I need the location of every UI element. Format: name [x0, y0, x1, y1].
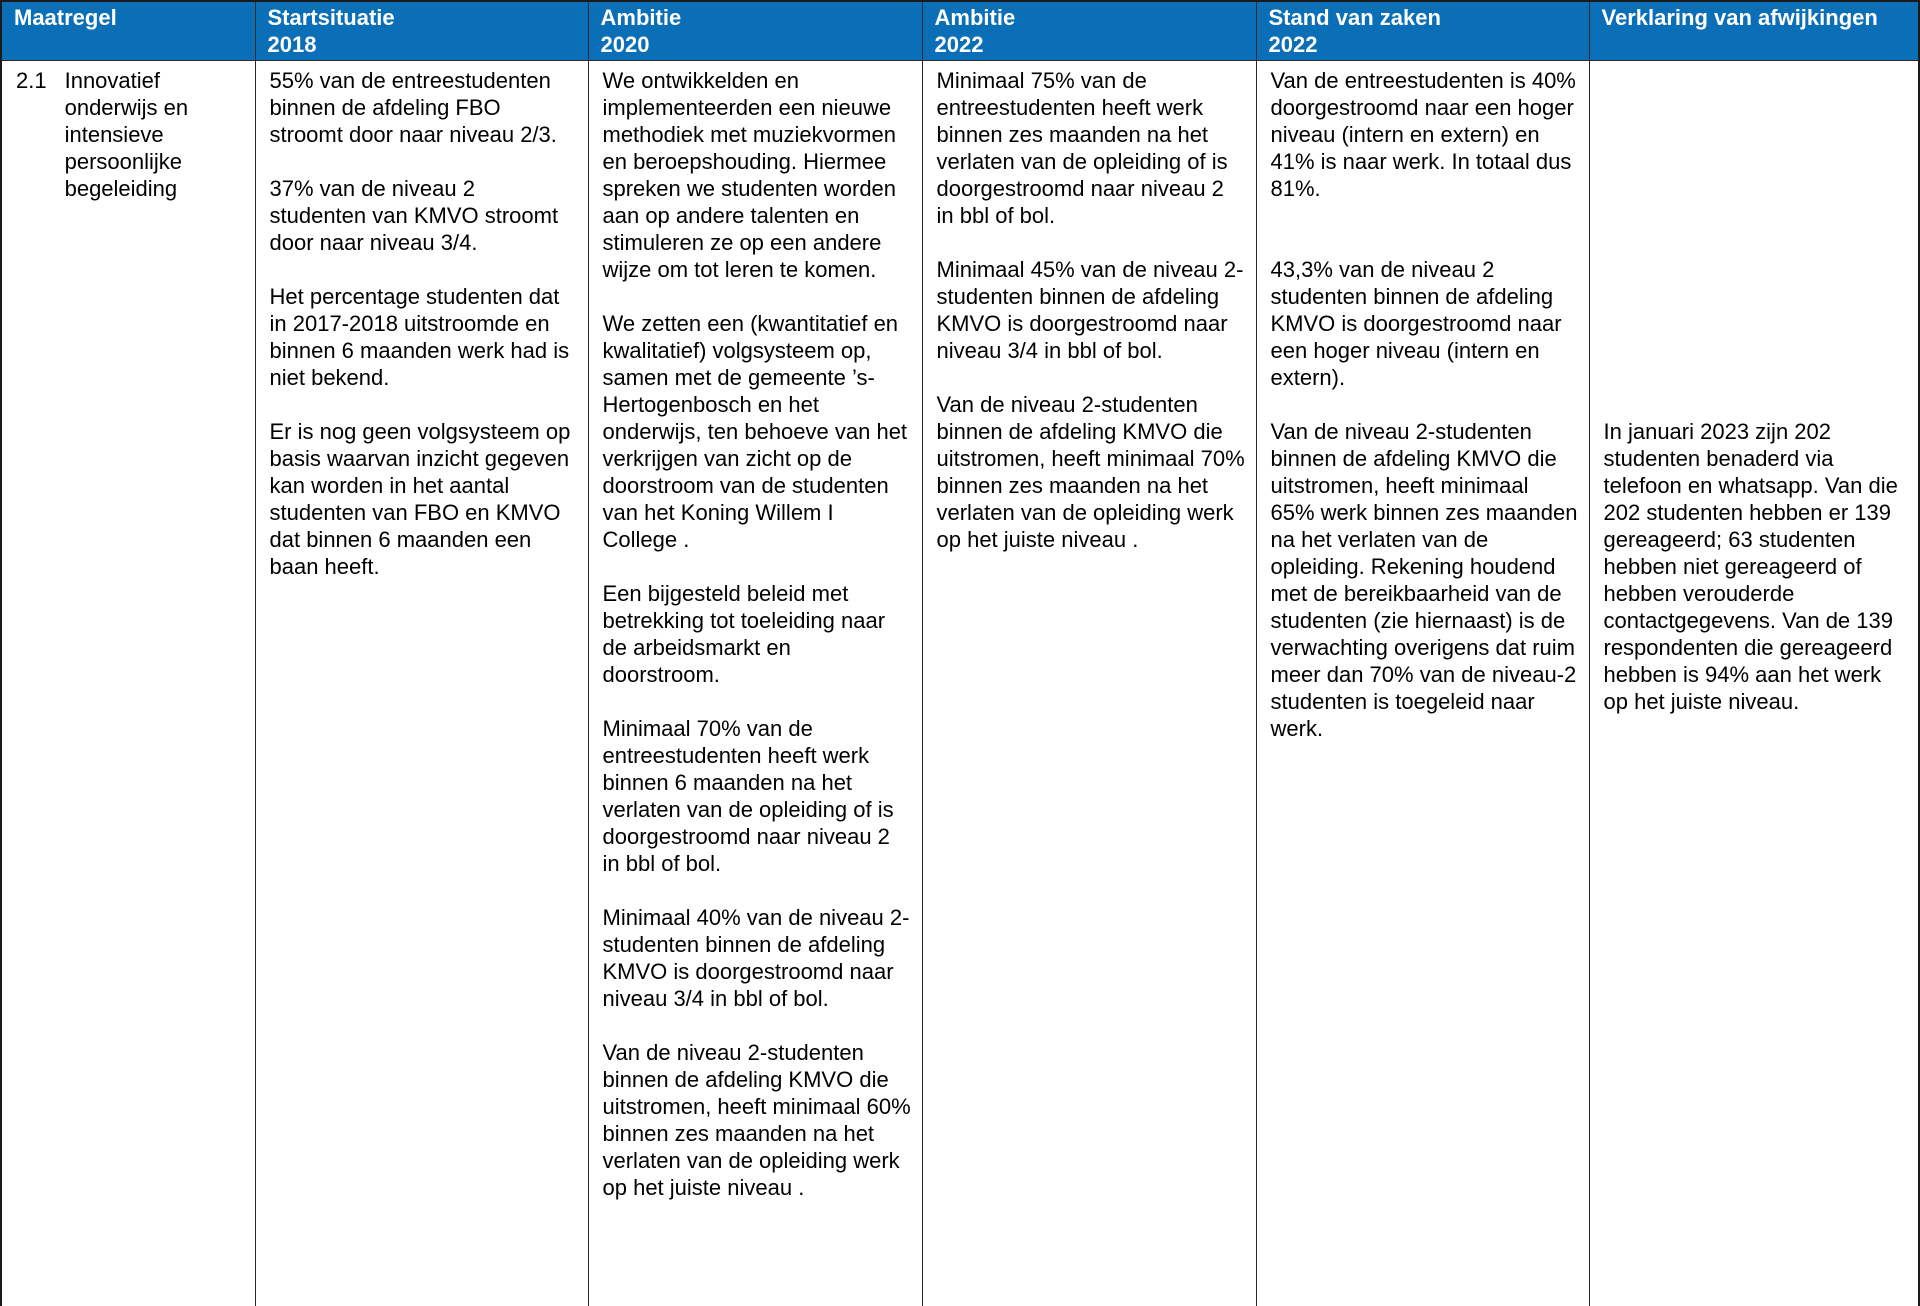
- startsituatie-paragraph: 37% van de niveau 2 studenten van KMVO stroomt door naar niveau 3/4.: [269, 176, 559, 255]
- stand-van-zaken-paragraph: Van de entreestudenten is 40% doorgestroomd naar een hoger niveau (intern en extern) en 41% is naar werk. In totaal dus 81%.: [1270, 68, 1576, 201]
- header-ambitie-2022-year: 2022: [934, 32, 984, 57]
- table-row: [2, 61, 1918, 1306]
- measure-number: 2.1: [16, 68, 47, 93]
- cell-stand-van-zaken: [1256, 61, 1589, 1306]
- ambitie-2020-paragraph: Minimaal 40% van de niveau 2- studenten binnen de afdeling KMVO is doorgestroomd naar niveau 3/4 in bbl of bol.: [602, 905, 910, 1011]
- ambitie-2020-paragraph: Minimaal 70% van de entreestudenten heeft werk binnen 6 maanden na het verlaten van de opleiding of is doorgestroomd naar niveau 2 in bbl of bol.: [602, 716, 894, 876]
- cell-verklaring: [1589, 61, 1918, 1306]
- ambitie-2022-paragraph: Minimaal 45% van de niveau 2- studenten binnen de afdeling KMVO is doorgestroomd naar niveau 3/4 in bbl of bol.: [936, 257, 1244, 363]
- header-stand-van-zaken-label: Stand van zaken: [1268, 5, 1441, 30]
- cell-startsituatie: [255, 61, 588, 1306]
- header-stand-van-zaken-year: 2022: [1268, 32, 1318, 57]
- ambitie-2020-paragraph: Van de niveau 2-studenten binnen de afdeling KMVO die uitstromen, heeft minimaal 60% binnen zes maanden na het verlaten van de opleiding werk op het juiste niveau .: [602, 1040, 911, 1200]
- stand-van-zaken-paragraph: Van de niveau 2-studenten binnen de afdeling KMVO die uitstromen, heeft minimaal 65% werk binnen zes maanden na het verlaten van de opleiding. Rekening houdend met de bereikbaarheid van de studenten (zie hiernaast) is de verwachting overigens dat ruim meer dan 70% van de niveau-2 studenten is toegeleid naar werk.: [1270, 419, 1578, 741]
- header-startsituatie-label: Startsituatie: [267, 5, 395, 30]
- verklaring-paragraph: In januari 2023 zijn 202 studenten benaderd via telefoon en whatsapp. Van die 202 studenten hebben er 139 gereageerd; 63 studenten hebben niet gereageerd of hebben verouderde contactgegevens. Van de 139 respondenten die gereageerd hebben is 94% aan het werk op het juiste niveau.: [1603, 419, 1898, 714]
- header-maatregel: [2, 2, 255, 61]
- header-verklaring: [1589, 2, 1918, 61]
- ambitie-2022-paragraph: Van de niveau 2-studenten binnen de afdeling KMVO die uitstromen, heeft minimaal 70% binnen zes maanden na het verlaten van de opleiding werk op het juiste niveau .: [936, 392, 1245, 552]
- header-maatregel-label: Maatregel: [14, 5, 117, 30]
- table-header-row: [2, 2, 1918, 61]
- startsituatie-paragraph: 55% van de entreestudenten binnen de afdeling FBO stroomt door naar niveau 2/3.: [269, 68, 557, 147]
- measure-heading: [16, 67, 251, 202]
- header-ambitie-2020-label: Ambitie: [600, 5, 682, 30]
- stand-van-zaken-paragraph: 43,3% van de niveau 2 studenten binnen de afdeling KMVO is doorgestroomd naar een hoger niveau (intern en extern).: [1270, 257, 1562, 390]
- startsituatie-paragraph: Het percentage studenten dat in 2017-2018 uitstroomde en binnen 6 maanden werk had is niet bekend.: [269, 284, 570, 390]
- header-stand-van-zaken: [1256, 2, 1589, 61]
- header-ambitie-2022-label: Ambitie: [934, 5, 1016, 30]
- cell-ambitie-2020: [588, 61, 922, 1306]
- header-startsituatie: [255, 2, 588, 61]
- measure-title: Innovatief onderwijs en intensieve persoonlijke begeleiding: [64, 68, 189, 201]
- header-ambitie-2020: [588, 2, 922, 61]
- header-ambitie-2020-year: 2020: [600, 32, 650, 57]
- ambitie-2020-paragraph: Een bijgesteld beleid met betrekking tot toeleiding naar de arbeidsmarkt en doorstroom.: [602, 581, 886, 687]
- cell-maatregel: [2, 61, 255, 1306]
- measures-table: [2, 2, 1918, 1306]
- startsituatie-paragraph: Er is nog geen volgsysteem op basis waarvan inzicht gegeven kan worden in het aantal studenten van FBO en KMVO dat binnen 6 maanden een baan heeft.: [269, 419, 571, 579]
- cell-ambitie-2022: [922, 61, 1256, 1306]
- verklaring-top-spacer: [1604, 67, 1909, 418]
- header-startsituatie-year: 2018: [267, 32, 317, 57]
- header-ambitie-2022: [922, 2, 1256, 61]
- ambitie-2020-paragraph: We zetten een (kwantitatief en kwalitatief) volgsysteem op, samen met de gemeente ’s-Hertogenbosch en het onderwijs, ten behoeve van het verkrijgen van zicht op de doorstroom van de studenten van het Koning Willem I College .: [602, 311, 908, 552]
- header-verklaring-label: Verklaring van afwijkingen: [1601, 5, 1878, 30]
- ambitie-2020-paragraph: We ontwikkelden en implementeerden een nieuwe methodiek met muziekvormen en beroepshouding. Hiermee spreken we studenten worden aan op andere talenten en stimuleren ze op een andere wijze om tot leren te komen.: [602, 68, 897, 282]
- ambitie-2022-paragraph: Minimaal 75% van de entreestudenten heeft werk binnen zes maanden na het verlaten van de opleiding of is doorgestroomd naar niveau 2 in bbl of bol.: [936, 68, 1228, 228]
